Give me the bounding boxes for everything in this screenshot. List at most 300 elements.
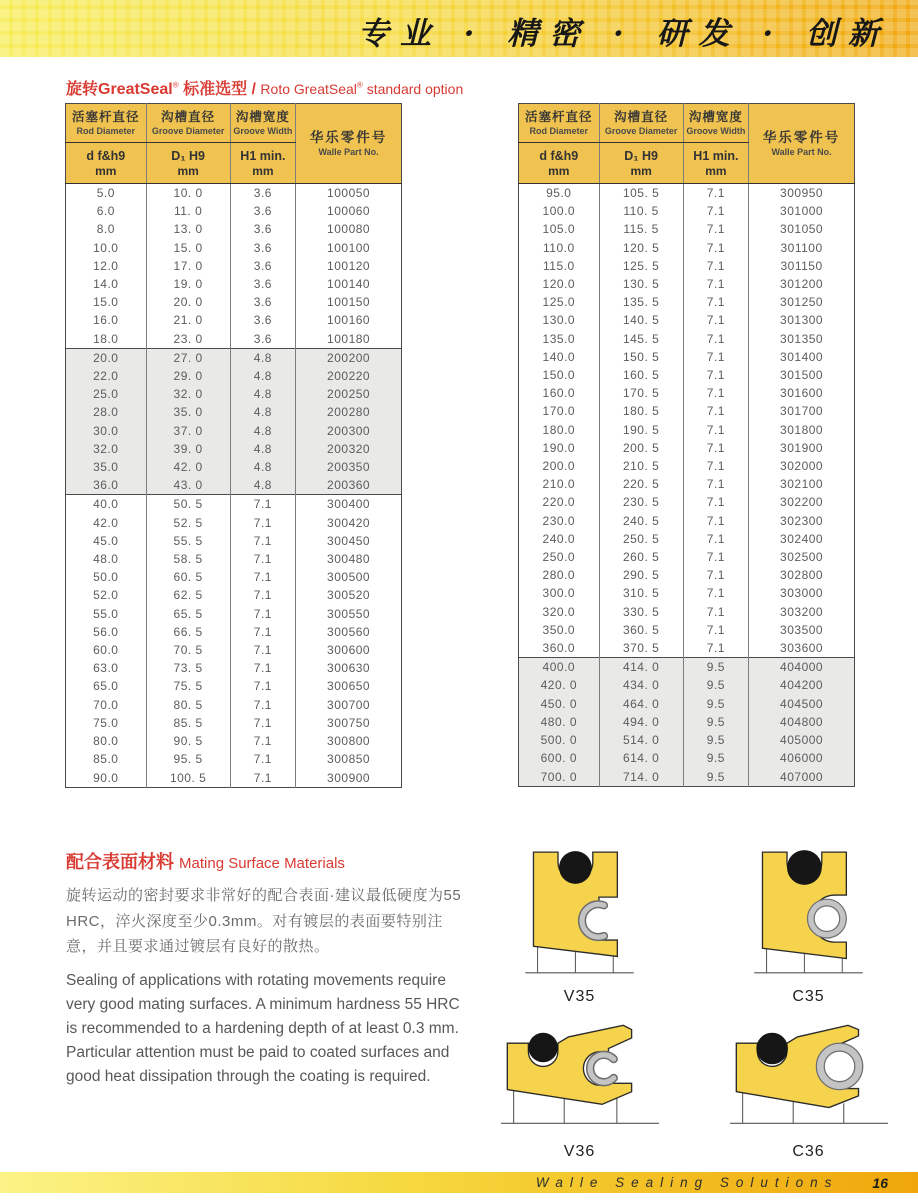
table-cell: 4.8 (230, 385, 296, 403)
seal-figure-c36 (730, 1020, 888, 1161)
title-zh-rest: 标准选型 / (178, 81, 261, 98)
table-row (66, 696, 402, 714)
table-cell: 43. 0 (146, 476, 230, 495)
table-header-subcell: D₁ H9 mm (599, 143, 683, 184)
table-row (519, 202, 855, 220)
table-cell: 85. 5 (146, 714, 230, 732)
table-row (66, 476, 402, 495)
table-cell: 301300 (749, 311, 855, 329)
table-cell: 55. 5 (146, 532, 230, 550)
table-row (66, 568, 402, 586)
table-row (66, 184, 402, 203)
table-cell: 405000 (749, 731, 855, 749)
table-cell: 4.8 (230, 440, 296, 458)
table-cell: 60. 5 (146, 568, 230, 586)
table-row (519, 475, 855, 493)
table-row (519, 366, 855, 384)
table-cell: 100.0 (542, 204, 576, 219)
table-cell: 55.0 (93, 606, 119, 621)
table-cell: 42. 0 (146, 458, 230, 476)
table-row (519, 220, 855, 238)
table-row (66, 422, 402, 440)
table-header-cell: 华乐零件号 Walle Part No. (749, 104, 855, 184)
table-row (66, 605, 402, 623)
table-row (66, 732, 402, 750)
table-cell: 7.1 (683, 512, 749, 530)
table-cell: 4.8 (230, 476, 296, 495)
table-cell: 37. 0 (146, 422, 230, 440)
table-row (519, 603, 855, 621)
table-cell: 240. 5 (599, 512, 683, 530)
table-cell: 494. 0 (599, 713, 683, 731)
table-header-cell: 华乐零件号 Walle Part No. (296, 104, 402, 184)
table-cell: 66. 5 (146, 623, 230, 641)
table-cell: 300500 (296, 568, 402, 586)
table-cell: 35. 0 (146, 403, 230, 421)
table-cell: 80. 5 (146, 696, 230, 714)
table-header-subcell: D₁ H9 mm (146, 143, 230, 184)
table-cell: 4.8 (230, 422, 296, 440)
table-row (519, 257, 855, 275)
table-cell: 75.0 (93, 715, 119, 730)
table-cell: 3.6 (230, 311, 296, 329)
table-cell: 301800 (749, 421, 855, 439)
table-cell: 404200 (749, 676, 855, 694)
table-cell: 301700 (749, 402, 855, 420)
table-cell: 200.0 (542, 459, 576, 474)
table-cell: 4.8 (230, 348, 296, 367)
table-cell: 303200 (749, 603, 855, 621)
table-cell: 7.1 (683, 220, 749, 238)
table-cell: 115.0 (542, 258, 575, 273)
table-cell: 300480 (296, 550, 402, 568)
table-cell: 25.0 (66, 385, 147, 403)
table-cell: 301200 (749, 275, 855, 293)
table-cell: 300900 (296, 769, 402, 788)
table-cell: 9.5 (683, 713, 749, 731)
table-cell: 100060 (296, 202, 402, 220)
table-cell: 480. 0 (519, 713, 600, 731)
table-row (519, 548, 855, 566)
table-cell: 190. 5 (599, 421, 683, 439)
table-cell: 140. 5 (599, 311, 683, 329)
table-row (66, 239, 402, 257)
table-cell: 230.0 (542, 513, 576, 528)
table-cell: 100050 (296, 184, 402, 203)
spec-table-left (65, 103, 402, 788)
title-en-rest: standard option (362, 81, 464, 97)
table-cell: 13. 0 (146, 220, 230, 238)
table-cell: 3.6 (230, 330, 296, 349)
table-cell: 7.1 (230, 532, 296, 550)
table-cell: 125.0 (542, 295, 576, 310)
table-cell: 40.0 (66, 495, 147, 514)
table-cell: 135.0 (542, 331, 576, 346)
table-cell: 7.1 (683, 239, 749, 257)
table-cell: 180.0 (542, 422, 576, 437)
table-row (519, 731, 855, 749)
table-cell: 150. 5 (599, 348, 683, 366)
table-cell: 100080 (296, 220, 402, 238)
table-cell: 5.0 (66, 184, 147, 203)
table-row (66, 275, 402, 293)
seal-cross-section-v36-icon (501, 1020, 659, 1136)
table-cell: 80.0 (93, 734, 119, 749)
table-cell: 6.0 (96, 204, 115, 219)
table-cell: 360. 5 (599, 621, 683, 639)
table-row (66, 330, 402, 349)
table-cell: 7.1 (230, 623, 296, 641)
table-cell: 7.1 (683, 439, 749, 457)
table-cell: 50.0 (93, 570, 119, 585)
table-cell: 10. 0 (146, 184, 230, 203)
table-cell: 200320 (296, 440, 402, 458)
table-cell: 14.0 (93, 277, 119, 292)
table-cell: 73. 5 (146, 659, 230, 677)
table-cell: 200200 (296, 348, 402, 367)
table-row (519, 384, 855, 402)
table-cell: 420. 0 (519, 676, 600, 694)
table-row (66, 677, 402, 695)
table-cell: 11. 0 (146, 202, 230, 220)
table-cell: 200220 (296, 367, 402, 385)
table-row (66, 514, 402, 532)
table-cell: 100140 (296, 275, 402, 293)
table-cell: 7.1 (230, 495, 296, 514)
table-cell: 300560 (296, 623, 402, 641)
table-cell: 303500 (749, 621, 855, 639)
table-cell: 302400 (749, 530, 855, 548)
table-cell: 350.0 (542, 622, 576, 637)
table-cell: 434. 0 (599, 676, 683, 694)
table-cell: 200. 5 (599, 439, 683, 457)
table-cell: 160.0 (542, 386, 576, 401)
table-cell: 7.1 (230, 514, 296, 532)
table-header-cell: 活塞杆直径 Rod Diameter (66, 104, 147, 143)
table-cell: 7.1 (683, 348, 749, 366)
table-cell: 160. 5 (599, 366, 683, 384)
table-cell: 12.0 (93, 258, 119, 273)
table-cell: 7.1 (683, 457, 749, 475)
table-row (519, 512, 855, 530)
table-cell: 9.5 (683, 676, 749, 694)
table-cell: 302300 (749, 512, 855, 530)
table-row (519, 713, 855, 731)
table-cell: 60.0 (93, 643, 119, 658)
table-cell: 300650 (296, 677, 402, 695)
table-cell: 29. 0 (146, 367, 230, 385)
table-cell: 7.1 (683, 566, 749, 584)
footer-bar (0, 1172, 918, 1193)
table-cell: 360.0 (542, 641, 576, 656)
table-row (519, 658, 855, 677)
table-row (66, 750, 402, 768)
table-cell: 130. 5 (599, 275, 683, 293)
brand-slogan: 专业 · 精密 · 研发 · 创新 (357, 16, 890, 52)
table-header-subcell: H1 min. mm (683, 143, 749, 184)
table-cell: 300700 (296, 696, 402, 714)
table-row (519, 566, 855, 584)
table-cell: 400.0 (519, 658, 600, 677)
table-cell: 36.0 (66, 476, 147, 495)
table-cell: 7.1 (683, 293, 749, 311)
table-cell: 200280 (296, 403, 402, 421)
table-cell: 100100 (296, 239, 402, 257)
table-cell: 500. 0 (519, 731, 600, 749)
table-cell: 32.0 (66, 440, 147, 458)
table-cell: 200360 (296, 476, 402, 495)
table-cell: 39. 0 (146, 440, 230, 458)
table-cell: 3.6 (230, 202, 296, 220)
table-row (519, 584, 855, 602)
table-cell: 7.1 (683, 275, 749, 293)
page-number: 16 (872, 1174, 888, 1191)
table-cell: 140.0 (542, 349, 576, 364)
table-cell: 240.0 (542, 531, 576, 546)
table-cell: 135. 5 (599, 293, 683, 311)
table-cell: 7.1 (683, 530, 749, 548)
seal-label: C35 (792, 988, 825, 1005)
seal-label: V36 (563, 1143, 596, 1160)
table-header-cell: 活塞杆直径 Rod Diameter (519, 104, 600, 143)
table-row (519, 749, 855, 767)
table-cell: 320.0 (542, 604, 576, 619)
table-cell: 120. 5 (599, 239, 683, 257)
table-cell: 180. 5 (599, 402, 683, 420)
table-header-cell: 沟槽直径 Groove Diameter (146, 104, 230, 143)
table-cell: 300520 (296, 586, 402, 604)
table-cell: 303000 (749, 584, 855, 602)
table-row (519, 239, 855, 257)
table-row (519, 695, 855, 713)
mating-title-en: Mating Surface Materials (179, 855, 345, 872)
table-row (66, 659, 402, 677)
table-row (519, 348, 855, 366)
table-cell: 9.5 (683, 658, 749, 677)
table-cell: 7.1 (230, 659, 296, 677)
table-cell: 17. 0 (146, 257, 230, 275)
table-cell: 300420 (296, 514, 402, 532)
table-cell: 19. 0 (146, 275, 230, 293)
table-row (66, 623, 402, 641)
table-cell: 7.1 (683, 184, 749, 203)
table-cell: 35.0 (66, 458, 147, 476)
table-cell: 4.8 (230, 367, 296, 385)
table-cell: 7.1 (683, 257, 749, 275)
table-cell: 370. 5 (599, 639, 683, 658)
table-row (66, 495, 402, 514)
table-cell: 18.0 (93, 331, 119, 346)
table-cell: 15. 0 (146, 239, 230, 257)
table-cell: 330. 5 (599, 603, 683, 621)
table-row (66, 257, 402, 275)
table-cell: 52.0 (93, 588, 119, 603)
table-cell: 300750 (296, 714, 402, 732)
table-row (66, 440, 402, 458)
seal-figure-v35 (522, 846, 637, 1006)
table-row (519, 530, 855, 548)
table-row (66, 532, 402, 550)
seal-cross-section-v35-icon (522, 846, 637, 981)
table-cell: 300450 (296, 532, 402, 550)
table-row (519, 621, 855, 639)
table-cell: 300950 (749, 184, 855, 203)
table-cell: 150.0 (542, 368, 576, 383)
table-cell: 3.6 (230, 239, 296, 257)
table-cell: 7.1 (683, 493, 749, 511)
table-cell: 7.1 (230, 586, 296, 604)
table-cell: 302000 (749, 457, 855, 475)
table-header-cell: 沟槽宽度 Groove Width (683, 104, 749, 143)
table-row (66, 714, 402, 732)
seal-cross-section-c36-icon (730, 1020, 888, 1136)
table-cell: 301150 (749, 257, 855, 275)
table-cell: 514. 0 (599, 731, 683, 749)
table-cell: 301600 (749, 384, 855, 402)
table-cell: 20. 0 (146, 293, 230, 311)
table-cell: 7.1 (230, 568, 296, 586)
table-row (519, 293, 855, 311)
table-cell: 600. 0 (519, 749, 600, 767)
table-cell: 110. 5 (599, 202, 683, 220)
table-cell: 406000 (749, 749, 855, 767)
table-cell: 7.1 (683, 603, 749, 621)
table-header-subcell: d f&h9 mm (519, 143, 600, 184)
table-row (519, 439, 855, 457)
table-cell: 48.0 (93, 552, 119, 567)
table-cell: 200300 (296, 422, 402, 440)
table-row (66, 458, 402, 476)
table-cell: 145. 5 (599, 330, 683, 348)
table-cell: 100120 (296, 257, 402, 275)
table-cell: 90.0 (93, 770, 119, 785)
table-cell: 7.1 (683, 548, 749, 566)
table-cell: 302200 (749, 493, 855, 511)
footer-brand: Walle Sealing Solutions (535, 1175, 839, 1190)
table-cell: 100150 (296, 293, 402, 311)
mating-title-zh: 配合表面材料 (66, 852, 174, 872)
table-cell: 7.1 (230, 750, 296, 768)
registered-mark-icon: ® (172, 80, 179, 90)
table-cell: 7.1 (230, 641, 296, 659)
table-cell: 700. 0 (519, 768, 600, 787)
table-cell: 3.6 (230, 275, 296, 293)
table-row (519, 311, 855, 329)
header-band (0, 0, 918, 57)
table-cell: 170. 5 (599, 384, 683, 402)
table-row (519, 184, 855, 203)
table-cell: 7.1 (683, 639, 749, 658)
table-cell: 220.0 (542, 495, 576, 510)
seal-cross-section-c35-icon (751, 846, 866, 981)
table-cell: 105.0 (542, 222, 576, 237)
table-row (66, 348, 402, 367)
mating-section-title (66, 848, 464, 874)
table-cell: 90. 5 (146, 732, 230, 750)
table-cell: 115. 5 (599, 220, 683, 238)
table-cell: 301250 (749, 293, 855, 311)
table-cell: 7.1 (683, 202, 749, 220)
table-cell: 28.0 (66, 403, 147, 421)
table-cell: 280.0 (542, 568, 576, 583)
table-row (519, 639, 855, 658)
table-cell: 290. 5 (599, 566, 683, 584)
table-cell: 301350 (749, 330, 855, 348)
table-cell: 32. 0 (146, 385, 230, 403)
table-cell: 7.1 (230, 550, 296, 568)
table-cell: 7.1 (683, 621, 749, 639)
table-cell: 58. 5 (146, 550, 230, 568)
table-cell: 260. 5 (599, 548, 683, 566)
table-row (519, 275, 855, 293)
table-cell: 3.6 (230, 293, 296, 311)
table-cell: 714. 0 (599, 768, 683, 787)
table-cell: 414. 0 (599, 658, 683, 677)
table-cell: 125. 5 (599, 257, 683, 275)
table-cell: 300800 (296, 732, 402, 750)
table-row (519, 421, 855, 439)
table-cell: 56.0 (93, 624, 119, 639)
table-cell: 42.0 (93, 515, 119, 530)
table-cell: 301000 (749, 202, 855, 220)
table-cell: 7.1 (683, 366, 749, 384)
table-cell: 9.5 (683, 731, 749, 749)
table-row (66, 403, 402, 421)
table-cell: 7.1 (683, 402, 749, 420)
table-cell: 3.6 (230, 184, 296, 203)
table-cell: 301050 (749, 220, 855, 238)
table-cell: 30.0 (66, 422, 147, 440)
table-cell: 62. 5 (146, 586, 230, 604)
table-cell: 4.8 (230, 403, 296, 421)
table-cell: 170.0 (542, 404, 576, 419)
table-cell: 16.0 (93, 313, 119, 328)
table-row (66, 586, 402, 604)
registered-mark-icon: ® (356, 80, 363, 90)
mating-text-en: Sealing of applications with rotating movements require very good mating surfaces. A minimum hardness 55 HRC is recommended to a hardening depth of at least 0.3 mm. Particular attention must be paid to coated surfaces and good heat dissipation through the coating is required. (66, 971, 460, 1085)
seal-figure-c35 (751, 846, 866, 1006)
table-row (519, 330, 855, 348)
table-cell: 450. 0 (519, 695, 600, 713)
table-cell: 20.0 (66, 348, 147, 367)
table-cell: 302500 (749, 548, 855, 566)
table-row (66, 202, 402, 220)
table-header-cell: 沟槽宽度 Groove Width (230, 104, 296, 143)
table-cell: 9.5 (683, 749, 749, 767)
table-cell: 8.0 (96, 222, 115, 237)
table-cell: 310. 5 (599, 584, 683, 602)
table-cell: 110.0 (542, 240, 575, 255)
table-cell: 4.8 (230, 458, 296, 476)
table-cell: 7.1 (230, 769, 296, 788)
table-cell: 250. 5 (599, 530, 683, 548)
table-cell: 70. 5 (146, 641, 230, 659)
mating-text-zh: 旋转运动的密封要求非常好的配合表面·建议最低硬度为55 HRC，淬火深度至少0.3mm。对有镀层的表面要特别注意，并且要求通过镀层有良好的散热。 (66, 887, 462, 955)
table-cell: 7.1 (683, 475, 749, 493)
table-cell: 230. 5 (599, 493, 683, 511)
table-cell: 95.0 (519, 184, 600, 203)
table-cell: 7.1 (683, 384, 749, 402)
page-title (66, 76, 463, 99)
title-zh: 旋转GreatSeal (66, 81, 173, 98)
table-row (66, 385, 402, 403)
table-cell: 210. 5 (599, 457, 683, 475)
table-cell: 9.5 (683, 768, 749, 787)
table-cell: 9.5 (683, 695, 749, 713)
table-cell: 200250 (296, 385, 402, 403)
table-cell: 95. 5 (146, 750, 230, 768)
table-cell: 3.6 (230, 220, 296, 238)
